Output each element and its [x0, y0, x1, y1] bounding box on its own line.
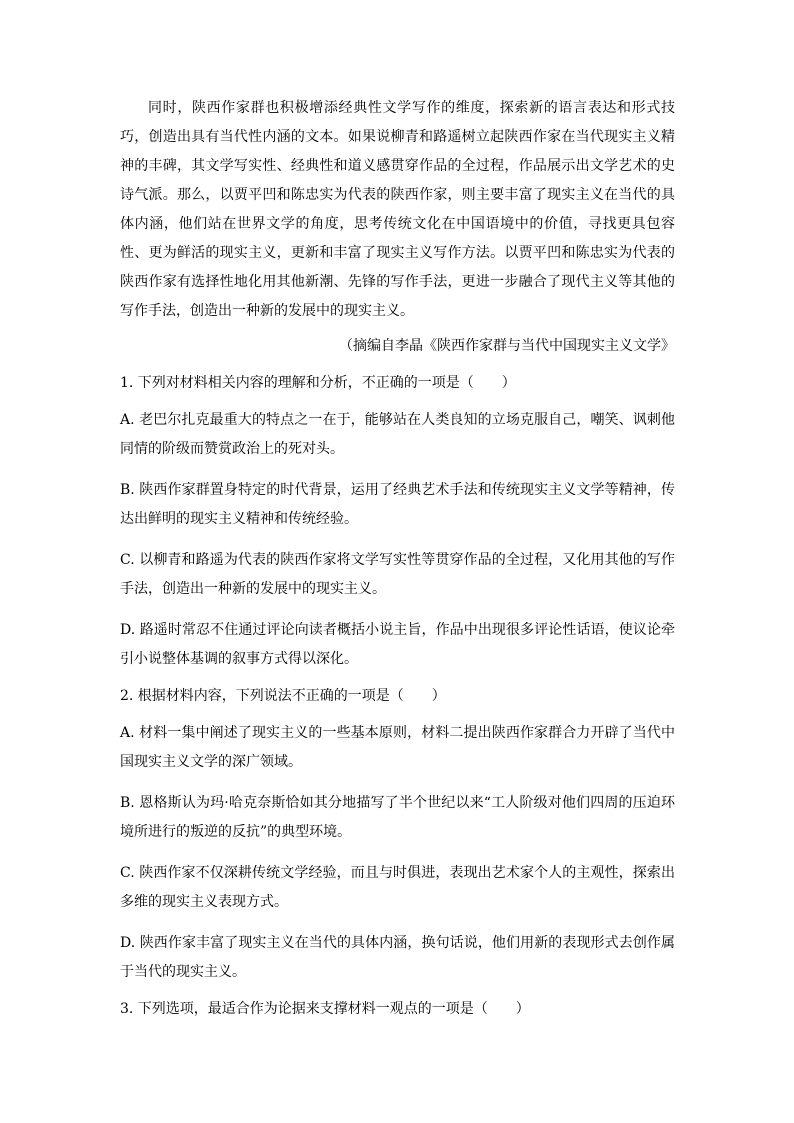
question-2-option-a: A. 材料一集中阐述了现实主义的一些基本原则，材料二提出陕西作家群合力开辟了当代中国现实主义文学的深广领域。 — [120, 725, 675, 770]
question-1-option-b: B. 陕西作家群置身特定的时代背景，运用了经典艺术手法和传统现实主义文学等精神，传达出鲜明的现实主义精神和传统经验。 — [120, 482, 675, 527]
question-1-option-d: D. 路遥时常忍不住通过评论向读者概括小说主旨，作品中出现很多评论性话语，使议论牵引小说整体基调的叙事方式得以深化。 — [120, 622, 675, 667]
exam-page — [120, 94, 675, 1023]
question-1-option-c: C. 以柳青和路遥为代表的陕西作家将文学写实性等贯穿作品的全过程，又化用其他的写作手法，创造出一种新的发展中的现实主义。 — [120, 552, 675, 597]
question-2-stem: 2. 根据材料内容，下列说法不正确的一项是（ ） — [120, 688, 446, 704]
question-1-stem: 1. 下列对材料相关内容的理解和分析，不正确的一项是（ ） — [120, 375, 516, 391]
passage-source: （摘编自李晶《陕西作家群与当代中国现实主义文学》 — [339, 338, 675, 354]
passage-paragraph: 同时，陕西作家群也积极增添经典性文学写作的维度，探索新的语言表达和形式技巧，创造出具有当代性内涵的文本。如果说柳青和路遥树立起陕西作家在当代现实主义精神的丰碑，其文学写实性、经典性和道义感贯穿作品的全过程，作品展示出文学艺术的史诗气派。那么，以贾平凹和陈忠实为代表的陕西作家，则主要丰富了现实主义在当代的具体内涵，他们站在世界文学的角度，思考传统文化在中国语境中的价值，寻找更具包容性、更为鲜活的现实主义，更新和丰富了现实主义写作方法。以贾平凹和陈忠实为代表的陕西作家有选择性地化用其他新潮、先锋的写作手法，更进一步融合了现代主义等其他的写作手法，创造出一种新的发展中的现实主义。 — [120, 100, 675, 319]
question-2-option-b: B. 恩格斯认为玛·哈克奈斯恰如其分地描写了半个世纪以来“工人阶级对他们四周的压迫环境所进行的叛逆的反抗”的典型环境。 — [120, 795, 675, 840]
question-2-option-d: D. 陕西作家丰富了现实主义在当代的具体内涵，换句话说，他们用新的表现形式去创作属于当代的现实主义。 — [120, 935, 675, 980]
question-3-stem: 3. 下列选项，最适合作为论据来支撑材料一观点的一项是（ ） — [120, 1001, 530, 1017]
question-2-option-c: C. 陕西作家不仅深耕传统文学经验，而且与时俱进，表现出艺术家个人的主观性，探索出多维的现实主义表现方式。 — [120, 865, 675, 910]
question-1-option-a: A. 老巴尔扎克最重大的特点之一在于，能够站在人类良知的立场克服自己，嘲笑、讽刺他同情的阶级而赞赏政治上的死对头。 — [120, 412, 675, 457]
